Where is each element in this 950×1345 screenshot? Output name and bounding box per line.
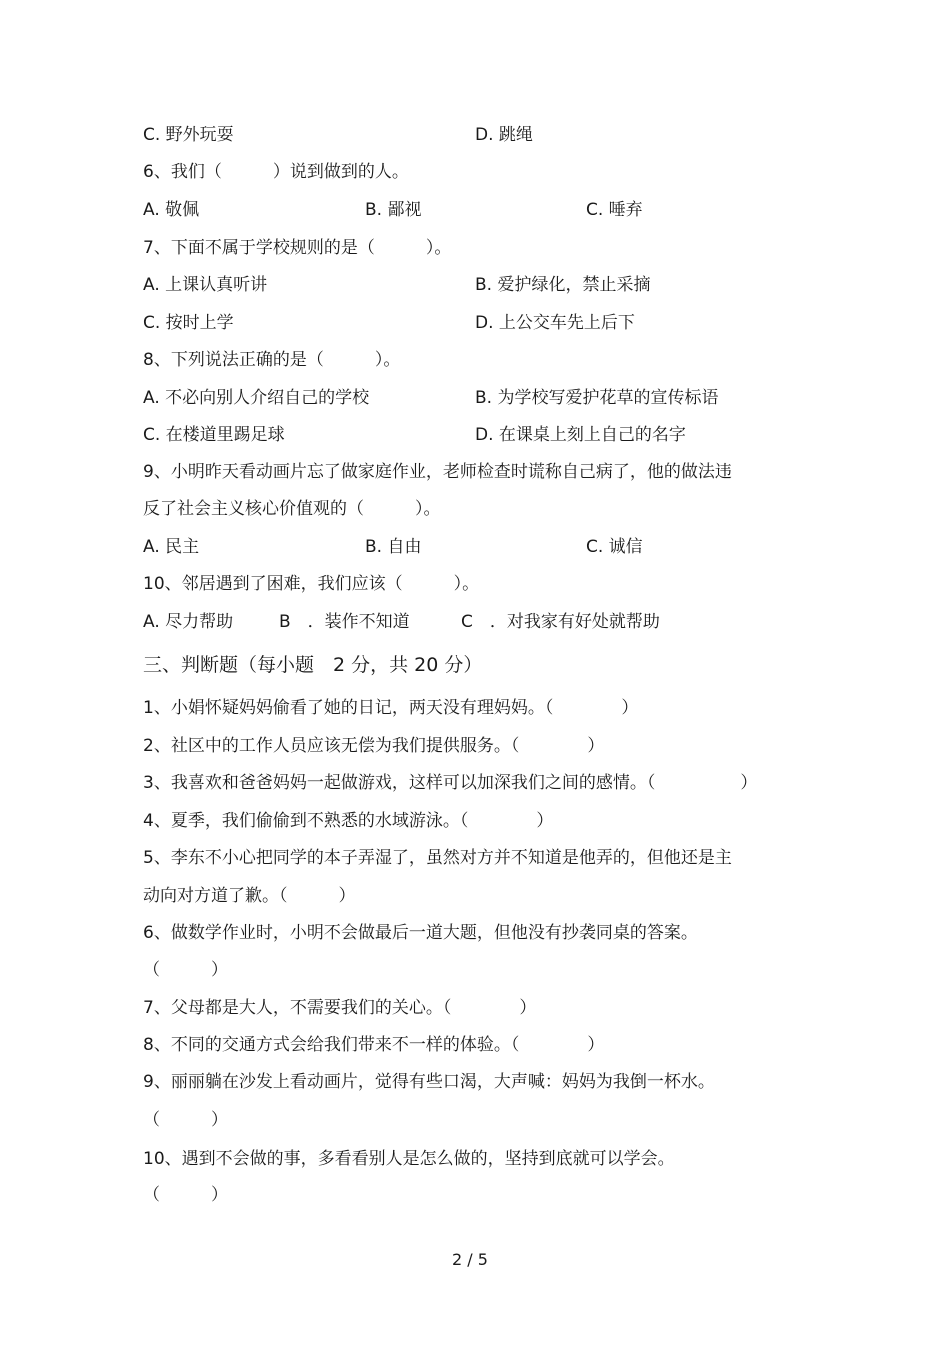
q7-option-b: B. 爱护绿化，禁止采摘: [475, 275, 651, 295]
judge-item-10-line2: （ ）: [143, 1185, 228, 1205]
q8-option-c: C. 在楼道里踢足球: [143, 425, 285, 445]
judge-item-6-line1: 6、做数学作业时，小明不会做最后一道大题，但他没有抄袭同桌的答案。: [143, 923, 698, 943]
judge-item-5-line2: 动向对方道了歉。（ ）: [143, 886, 356, 906]
q10-stem: 10、邻居遇到了困难，我们应该（ ）。: [143, 574, 480, 594]
judge-item-7: 7、父母都是大人，不需要我们的关心。（ ）: [143, 998, 537, 1018]
q7-option-a: A. 上课认真听讲: [143, 275, 268, 295]
q7-stem: 7、下面不属于学校规则的是（ ）。: [143, 238, 452, 258]
judge-item-2: 2、社区中的工作人员应该无偿为我们提供服务。（ ）: [143, 736, 605, 756]
q7-option-c: C. 按时上学: [143, 313, 234, 333]
judge-item-6-line2: （ ）: [143, 960, 228, 980]
judge-item-10-line1: 10、遇到不会做的事，多看看别人是怎么做的，坚持到底就可以学会。: [143, 1149, 675, 1169]
section3-title: 三、判断题（每小题 2 分，共 20 分）: [143, 654, 483, 676]
q6-option-b: B. 鄙视: [365, 200, 422, 220]
q10-option-b: B ．装作不知道: [279, 612, 410, 632]
judge-item-9-line1: 9、丽丽躺在沙发上看动画片，觉得有些口渴，大声喊：妈妈为我倒一杯水。: [143, 1072, 715, 1092]
q9-stem-line2: 反了社会主义核心价值观的（ ）。: [143, 499, 441, 519]
q10-option-a: A. 尽力帮助: [143, 612, 234, 632]
page-number: 2 / 5: [452, 1250, 488, 1269]
q9-option-a: A. 民主: [143, 537, 200, 557]
judge-item-8: 8、不同的交通方式会给我们带来不一样的体验。（ ）: [143, 1035, 605, 1055]
q6-option-c: C. 唾弃: [586, 200, 643, 220]
q6-stem: 6、我们（ ）说到做到的人。: [143, 162, 409, 182]
q8-stem: 8、下列说法正确的是（ ）。: [143, 350, 401, 370]
judge-item-3: 3、我喜欢和爸爸妈妈一起做游戏，这样可以加深我们之间的感情。（ ）: [143, 773, 758, 793]
q5-option-d: D. 跳绳: [475, 125, 533, 145]
q8-option-a: A. 不必向别人介绍自己的学校: [143, 388, 370, 408]
q8-option-d: D. 在课桌上刻上自己的名字: [475, 425, 686, 445]
judge-item-1: 1、小娟怀疑妈妈偷看了她的日记，两天没有理妈妈。（ ）: [143, 698, 639, 718]
q5-option-c: C. 野外玩耍: [143, 125, 234, 145]
judge-item-4: 4、夏季，我们偷偷到不熟悉的水域游泳。（ ）: [143, 811, 554, 831]
q8-option-b: B. 为学校写爱护花草的宣传标语: [475, 388, 719, 408]
q9-option-c: C. 诚信: [586, 537, 643, 557]
q7-option-d: D. 上公交车先上后下: [475, 313, 635, 333]
q9-option-b: B. 自由: [365, 537, 422, 557]
judge-item-9-line2: （ ）: [143, 1110, 228, 1130]
q9-stem-line1: 9、小明昨天看动画片忘了做家庭作业，老师检查时谎称自己病了，他的做法违: [143, 462, 732, 482]
q6-option-a: A. 敬佩: [143, 200, 200, 220]
q10-option-c: C ．对我家有好处就帮助: [461, 612, 660, 632]
judge-item-5-line1: 5、李东不小心把同学的本子弄湿了，虽然对方并不知道是他弄的，但他还是主: [143, 848, 732, 868]
